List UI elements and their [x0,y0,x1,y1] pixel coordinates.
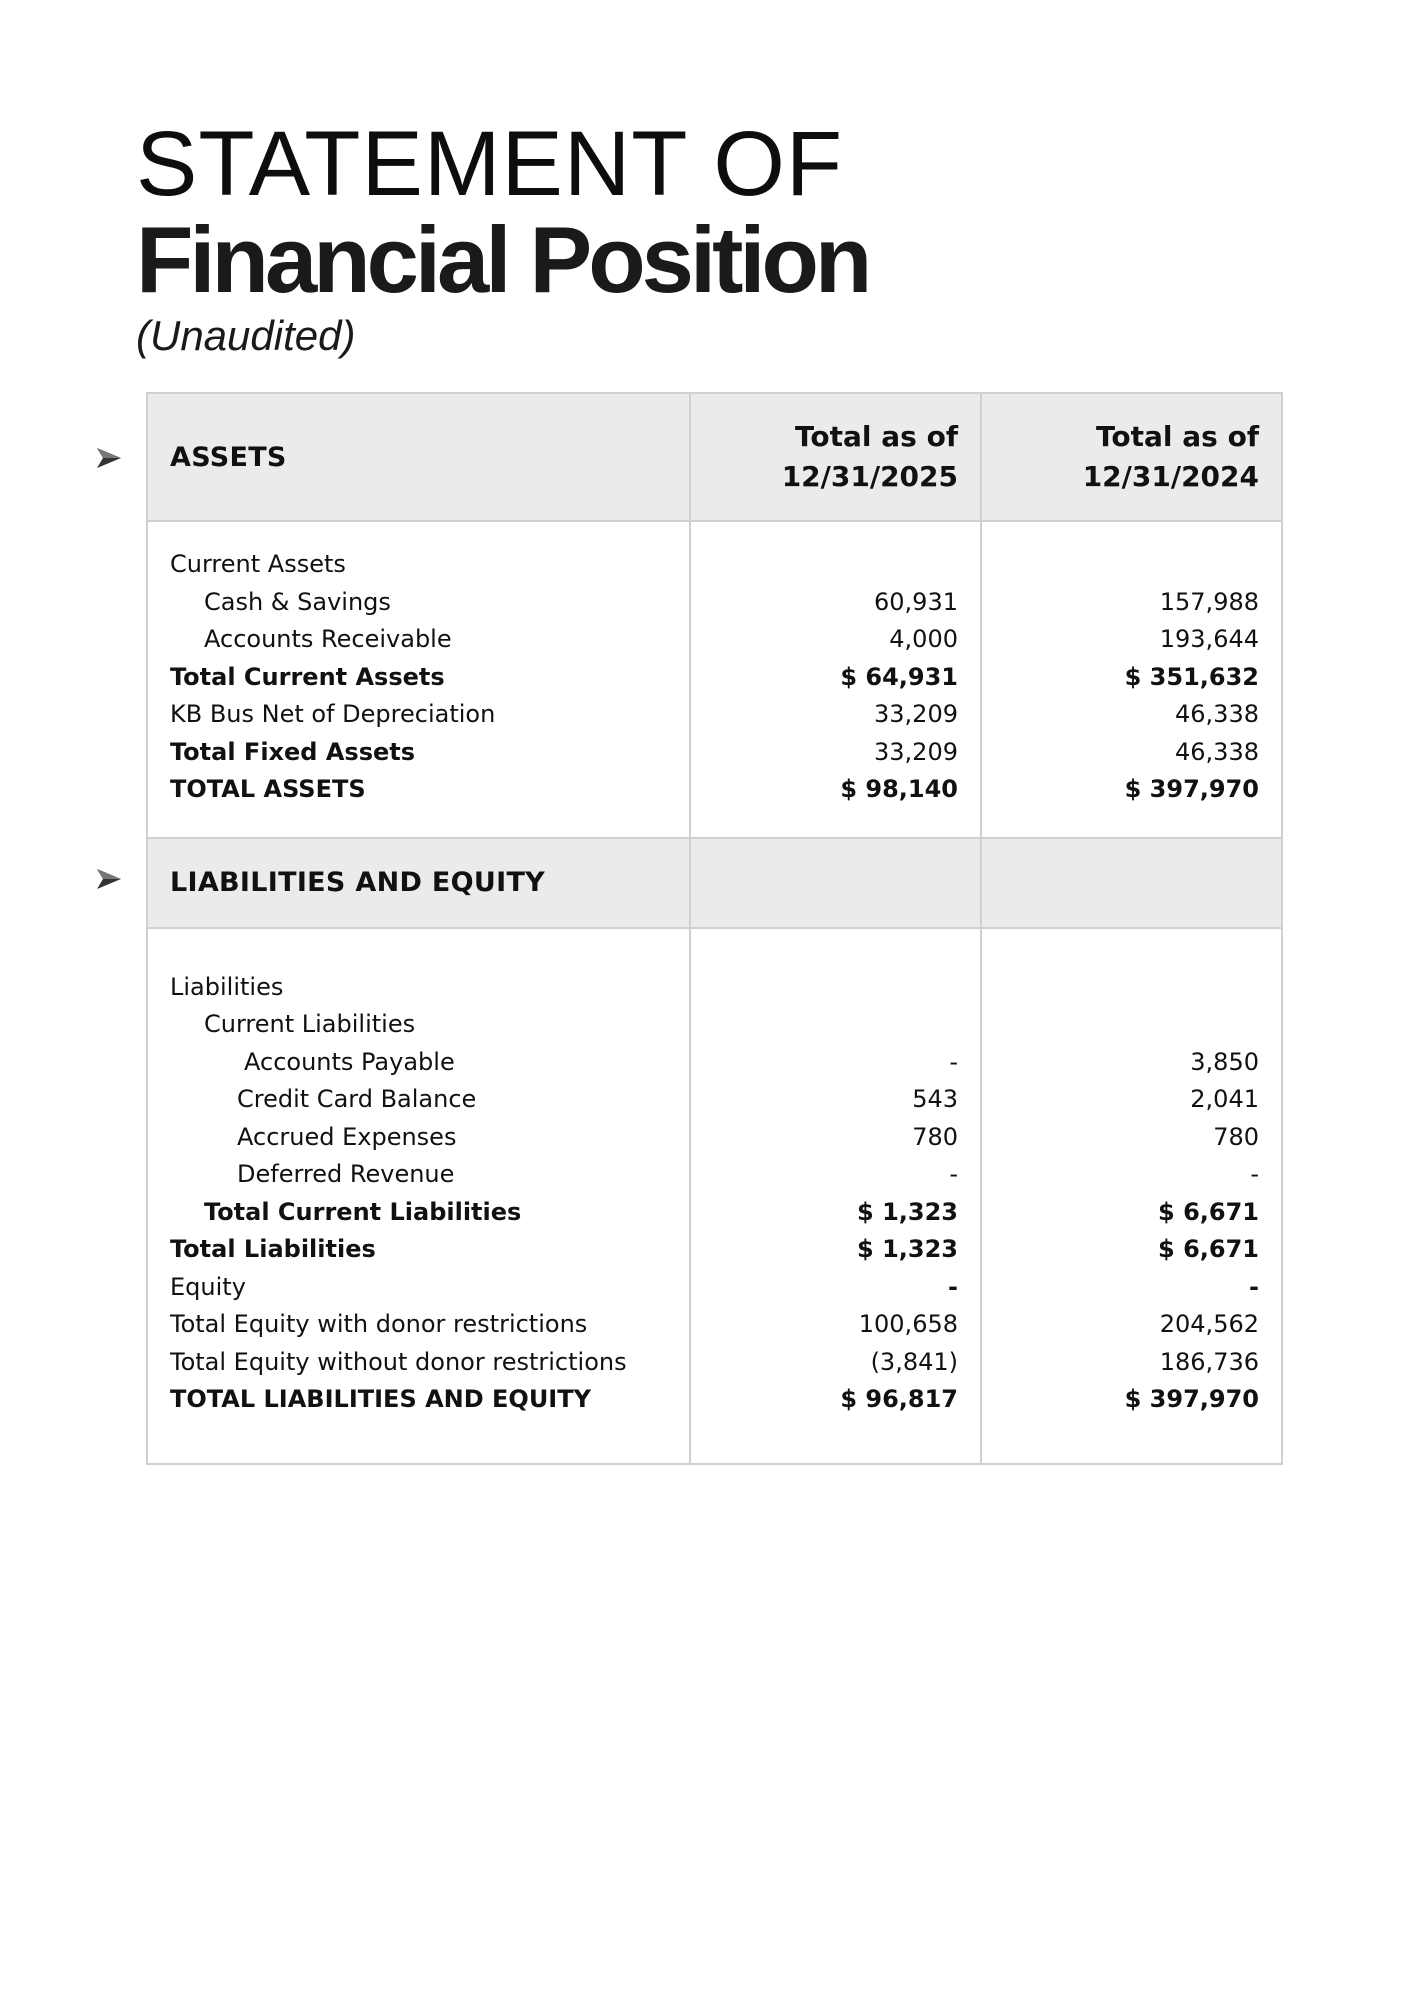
column-header-2025-line2: 12/31/2025 [781,460,958,493]
table-row [147,1081,1282,1119]
value-2024: 2,041 [981,1081,1282,1119]
value-2024: $ 397,970 [981,771,1282,809]
row-label: Deferred Revenue [147,1156,690,1194]
row-label: TOTAL LIABILITIES AND EQUITY [147,1381,690,1419]
row-label: Accrued Expenses [147,1119,690,1157]
table-row [147,1231,1282,1269]
row-label: Equity [147,1269,690,1307]
value-2024: 3,850 [981,1044,1282,1082]
table-row [147,1006,1282,1044]
value-2024: 157,988 [981,584,1282,622]
table-row [147,621,1282,659]
value-2024: $ 351,632 [981,659,1282,697]
table-row [147,1306,1282,1344]
value-2025: $ 64,931 [690,659,981,697]
value-2024: $ 6,671 [981,1231,1282,1269]
table-row [147,969,1282,1007]
table-row [147,1194,1282,1232]
title-statement-of: STATEMENT OF [136,113,844,215]
table-row [147,1156,1282,1194]
financial-position-table [146,392,1283,1465]
table-row [147,1119,1282,1157]
value-2025: (3,841) [690,1344,981,1382]
table-row [147,659,1282,697]
row-label: Total Liabilities [147,1231,690,1269]
row-label: Total Equity with donor restrictions [147,1306,690,1344]
value-2024: $ 6,671 [981,1194,1282,1232]
column-header-2024-line2: 12/31/2024 [1082,460,1259,493]
value-2025: 33,209 [690,734,981,772]
table-row [147,734,1282,772]
value-2025: $ 96,817 [690,1381,981,1419]
column-header-2025 [690,393,981,521]
row-label: Accounts Payable [147,1044,690,1082]
value-2024: 46,338 [981,734,1282,772]
column-header-2025-line1: Total as of [795,420,958,453]
table-row [147,1269,1282,1307]
row-label: Credit Card Balance [147,1081,690,1119]
value-2024: 204,562 [981,1306,1282,1344]
value-2025 [690,969,981,1007]
value-2025: $ 1,323 [690,1231,981,1269]
assets-heading: ASSETS [147,393,690,521]
value-2024: $ 397,970 [981,1381,1282,1419]
value-2025 [690,546,981,584]
arrow-pointer-icon [96,447,122,469]
row-label: Total Current Assets [147,659,690,697]
value-2025: 543 [690,1081,981,1119]
row-label: Accounts Receivable [147,621,690,659]
column-header-2024 [981,393,1282,521]
row-label: Current Liabilities [147,1006,690,1044]
value-2024 [981,546,1282,584]
table-row [147,1044,1282,1082]
row-label: Total Fixed Assets [147,734,690,772]
value-2024 [981,969,1282,1007]
value-2025: 4,000 [690,621,981,659]
table-row [147,584,1282,622]
value-2025: 780 [690,1119,981,1157]
row-label: Total Equity without donor restrictions [147,1344,690,1382]
value-2024: 193,644 [981,621,1282,659]
value-2025: $ 1,323 [690,1194,981,1232]
liabilities-header-row [147,838,1282,928]
document-title [136,113,869,360]
value-2024: 780 [981,1119,1282,1157]
row-label: Total Current Liabilities [147,1194,690,1232]
value-2025 [690,1006,981,1044]
title-unaudited: (Unaudited) [136,312,356,359]
row-label: Liabilities [147,969,690,1007]
value-2025: - [690,1269,981,1307]
table-row [147,1381,1282,1419]
table-row [147,771,1282,809]
value-2024 [981,1006,1282,1044]
value-2025: 100,658 [690,1306,981,1344]
table-row [147,546,1282,584]
table-row [147,1344,1282,1382]
row-label: KB Bus Net of Depreciation [147,696,690,734]
title-financial-position: Financial Position [136,207,869,312]
assets-header-row [147,393,1282,521]
value-2025: - [690,1156,981,1194]
row-label: TOTAL ASSETS [147,771,690,809]
value-2024: 186,736 [981,1344,1282,1382]
value-2025: $ 98,140 [690,771,981,809]
value-2024: 46,338 [981,696,1282,734]
value-2024: - [981,1269,1282,1307]
column-header-2024-line1: Total as of [1096,420,1259,453]
table-row [147,696,1282,734]
value-2025: 33,209 [690,696,981,734]
row-label: Current Assets [147,546,690,584]
arrow-pointer-icon [96,868,122,890]
row-label: Cash & Savings [147,584,690,622]
value-2025: 60,931 [690,584,981,622]
value-2025: - [690,1044,981,1082]
value-2024: - [981,1156,1282,1194]
liabilities-heading: LIABILITIES AND EQUITY [147,838,690,928]
